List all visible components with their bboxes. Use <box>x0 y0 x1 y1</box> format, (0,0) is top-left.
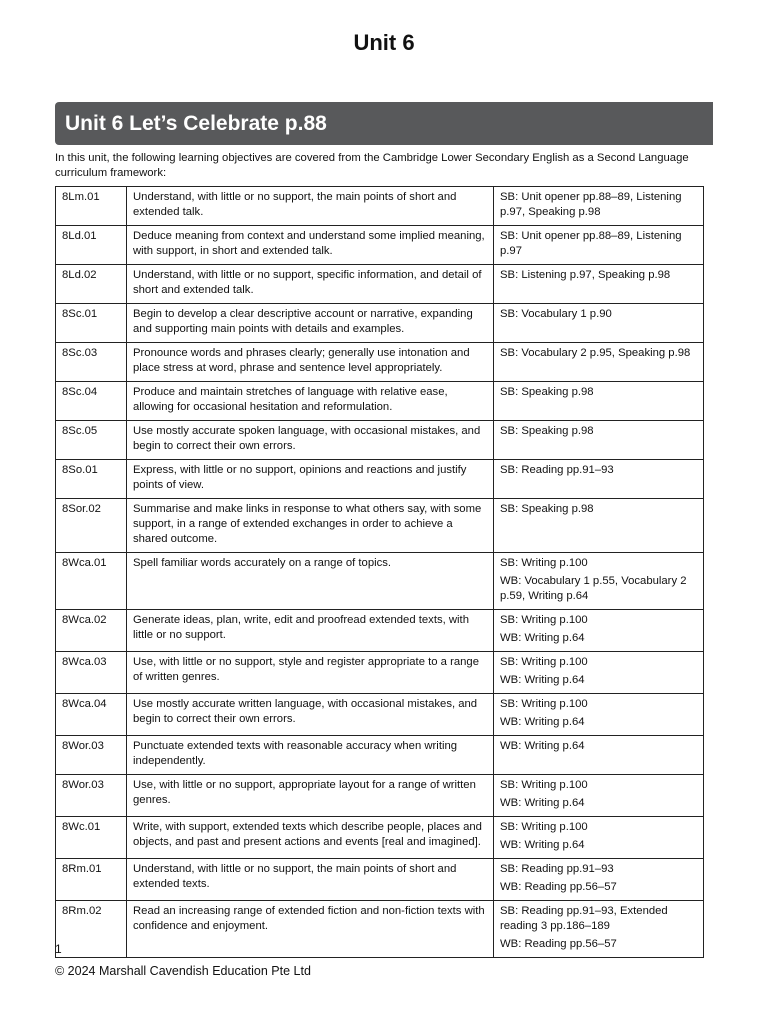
objective-code: 8Sor.02 <box>56 499 127 553</box>
objective-code: 8Wc.01 <box>56 817 127 859</box>
objective-description: Use mostly accurate written language, with occasional mistakes, and begin to correct their own errors. <box>127 694 494 736</box>
objective-description: Deduce meaning from context and understand some implied meaning, with support, in short and extended talk. <box>127 226 494 265</box>
objective-description: Summarise and make links in response to what others say, with some support, in a range of extended exchanges in order to achieve a shared outcome. <box>127 499 494 553</box>
objective-references <box>494 652 704 694</box>
objective-references <box>494 736 704 775</box>
objectives-table-body <box>56 187 704 958</box>
objective-references <box>494 382 704 421</box>
reference-line: SB: Vocabulary 1 p.90 <box>500 308 612 320</box>
objective-references <box>494 694 704 736</box>
reference-line: SB: Reading pp.91–93 <box>500 464 614 476</box>
reference-line: SB: Unit opener pp.88–89, Listening p.97, Speaking p.98 <box>500 191 682 218</box>
table-row <box>56 187 704 226</box>
reference-line: SB: Writing p.100 <box>500 821 588 833</box>
objective-code: 8Wor.03 <box>56 775 127 817</box>
reference-line: WB: Reading pp.56–57 <box>500 938 617 950</box>
reference-line: SB: Reading pp.91–93 <box>500 863 614 875</box>
objective-description: Spell familiar words accurately on a range of topics. <box>127 553 494 610</box>
objective-code: 8So.01 <box>56 460 127 499</box>
reference-line: WB: Writing p.64 <box>500 740 585 752</box>
objective-references <box>494 226 704 265</box>
objective-description: Understand, with little or no support, specific information, and detail of short and extended talk. <box>127 265 494 304</box>
objective-description: Generate ideas, plan, write, edit and proofread extended texts, with little or no support. <box>127 610 494 652</box>
objective-description: Write, with support, extended texts which describe people, places and objects, and past and present actions and events [real and imagined]. <box>127 817 494 859</box>
objective-code: 8Lm.01 <box>56 187 127 226</box>
reference-line: SB: Writing p.100 <box>500 698 588 710</box>
objective-references <box>494 460 704 499</box>
objective-references <box>494 859 704 901</box>
reference-line: WB: Writing p.64 <box>500 797 585 809</box>
objective-references <box>494 610 704 652</box>
table-row <box>56 499 704 553</box>
reference-line: WB: Writing p.64 <box>500 716 585 728</box>
table-row <box>56 460 704 499</box>
reference-line: WB: Vocabulary 1 p.55, Vocabulary 2 p.59, Writing p.64 <box>500 575 687 602</box>
objective-code: 8Ld.01 <box>56 226 127 265</box>
table-row <box>56 553 704 610</box>
objective-code: 8Ld.02 <box>56 265 127 304</box>
reference-line: SB: Listening p.97, Speaking p.98 <box>500 269 671 281</box>
reference-line: SB: Writing p.100 <box>500 656 588 668</box>
table-row <box>56 901 704 958</box>
objectives-table <box>55 186 704 958</box>
unit-banner <box>55 102 713 145</box>
objective-references <box>494 901 704 958</box>
objective-code: 8Sc.05 <box>56 421 127 460</box>
reference-line: SB: Writing p.100 <box>500 614 588 626</box>
objective-description: Understand, with little or no support, the main points of short and extended texts. <box>127 859 494 901</box>
table-row <box>56 265 704 304</box>
objective-references <box>494 775 704 817</box>
table-row <box>56 694 704 736</box>
table-row <box>56 343 704 382</box>
table-row <box>56 817 704 859</box>
objective-code: 8Wca.04 <box>56 694 127 736</box>
objective-references <box>494 343 704 382</box>
copyright-notice: © 2024 Marshall Cavendish Education Pte Ltd <box>55 964 311 978</box>
objective-references <box>494 304 704 343</box>
objective-code: 8Sc.01 <box>56 304 127 343</box>
table-row <box>56 859 704 901</box>
table-row <box>56 610 704 652</box>
reference-line: SB: Writing p.100 <box>500 779 588 791</box>
table-row <box>56 736 704 775</box>
objective-references <box>494 817 704 859</box>
objective-code: 8Wca.02 <box>56 610 127 652</box>
objective-code: 8Rm.01 <box>56 859 127 901</box>
objective-references <box>494 265 704 304</box>
table-row <box>56 652 704 694</box>
objective-code: 8Sc.04 <box>56 382 127 421</box>
reference-line: SB: Speaking p.98 <box>500 425 594 437</box>
reference-line: SB: Reading pp.91–93, Extended reading 3 pp.186–189 <box>500 905 668 932</box>
objective-description: Understand, with little or no support, the main points of short and extended talk. <box>127 187 494 226</box>
objective-code: 8Rm.02 <box>56 901 127 958</box>
objective-description: Read an increasing range of extended fiction and non-fiction texts with confidence and enjoyment. <box>127 901 494 958</box>
reference-line: WB: Writing p.64 <box>500 674 585 686</box>
objective-description: Pronounce words and phrases clearly; generally use intonation and place stress at word, phrase and sentence level appropriately. <box>127 343 494 382</box>
intro-text: In this unit, the following learning objectives are covered from the Cambridge Lower Secondary English as a Second Language curriculum framework: <box>55 152 689 179</box>
objective-description: Begin to develop a clear descriptive account or narrative, expanding and supporting main points with details and examples. <box>127 304 494 343</box>
objective-description: Use, with little or no support, appropriate layout for a range of written genres. <box>127 775 494 817</box>
objective-code: 8Wor.03 <box>56 736 127 775</box>
objective-description: Use, with little or no support, style and register appropriate to a range of written genres. <box>127 652 494 694</box>
unit-banner-title: Unit 6 Let’s Celebrate p.88 <box>65 111 327 135</box>
reference-line: SB: Unit opener pp.88–89, Listening p.97 <box>500 230 682 257</box>
reference-line: WB: Reading pp.56–57 <box>500 881 617 893</box>
table-row <box>56 775 704 817</box>
objective-description: Use mostly accurate spoken language, with occasional mistakes, and begin to correct their own errors. <box>127 421 494 460</box>
objective-references <box>494 187 704 226</box>
reference-line: SB: Writing p.100 <box>500 557 588 569</box>
objective-code: 8Wca.03 <box>56 652 127 694</box>
reference-line: WB: Writing p.64 <box>500 632 585 644</box>
reference-line: SB: Speaking p.98 <box>500 503 594 515</box>
table-row <box>56 304 704 343</box>
table-row <box>56 421 704 460</box>
reference-line: SB: Speaking p.98 <box>500 386 594 398</box>
page-number: 1 <box>55 942 62 956</box>
page-title: Unit 6 <box>353 30 415 55</box>
objective-references <box>494 553 704 610</box>
objective-code: 8Wca.01 <box>56 553 127 610</box>
objective-code: 8Sc.03 <box>56 343 127 382</box>
objective-references <box>494 421 704 460</box>
table-row <box>56 226 704 265</box>
reference-line: SB: Vocabulary 2 p.95, Speaking p.98 <box>500 347 691 359</box>
objective-references <box>494 499 704 553</box>
objective-description: Express, with little or no support, opinions and reactions and justify points of view. <box>127 460 494 499</box>
objective-description: Punctuate extended texts with reasonable accuracy when writing independently. <box>127 736 494 775</box>
objective-description: Produce and maintain stretches of language with relative ease, allowing for occasional hesitation and reformulation. <box>127 382 494 421</box>
reference-line: WB: Writing p.64 <box>500 839 585 851</box>
table-row <box>56 382 704 421</box>
